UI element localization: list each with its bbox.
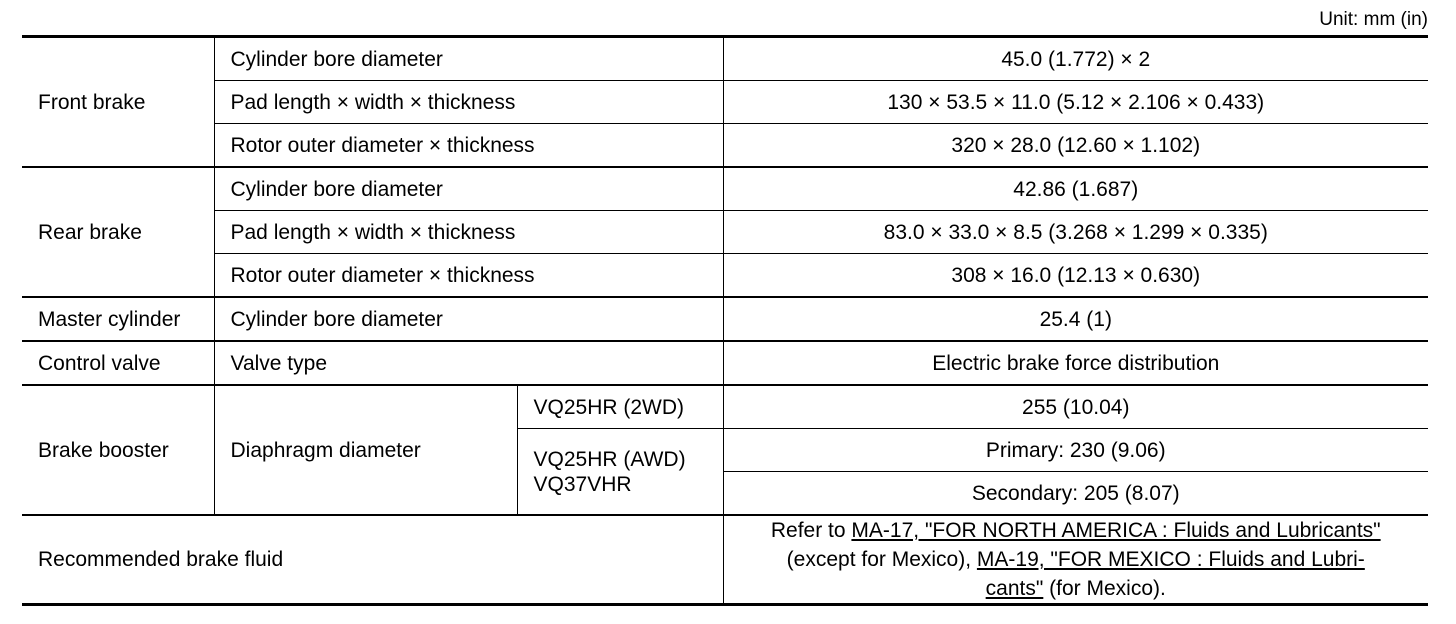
diaphragm-secondary-value: Secondary: 205 (8.07) [723, 472, 1428, 516]
diaphragm-2wd-value: 255 (10.04) [723, 385, 1428, 429]
table-row [22, 124, 1428, 168]
master-bore-value: 25.4 (1) [723, 297, 1428, 341]
rear-bore-label: Cylinder bore diameter [214, 167, 723, 211]
front-pad-value: 130 × 53.5 × 11.0 (5.12 × 2.106 × 0.433) [723, 81, 1428, 124]
group-front-brake: Front brake [22, 37, 214, 168]
link-ma-17[interactable]: MA-17, "FOR NORTH AMERICA : Fluids and Lubricants" [851, 519, 1381, 542]
engine-2wd: VQ25HR (2WD) [517, 385, 723, 429]
group-master-cylinder: Master cylinder [22, 297, 214, 341]
table-row [22, 385, 1428, 429]
table-row [22, 297, 1428, 341]
group-brake-booster: Brake booster [22, 385, 214, 515]
table-row [22, 341, 1428, 385]
group-brake-fluid: Recommended brake fluid [22, 515, 723, 605]
valve-type-label: Valve type [214, 341, 723, 385]
valve-type-value: Electric brake force distribution [723, 341, 1428, 385]
table-row [22, 254, 1428, 298]
table-row [22, 81, 1428, 124]
table-row [22, 167, 1428, 211]
brake-specifications-table [22, 35, 1428, 606]
engine-awd [517, 429, 723, 516]
rear-bore-value: 42.86 (1.687) [723, 167, 1428, 211]
front-bore-label: Cylinder bore diameter [214, 37, 723, 81]
link-ma-19-continued[interactable]: cants" [985, 577, 1044, 600]
rear-pad-label: Pad length × width × thickness [214, 211, 723, 254]
group-control-valve: Control valve [22, 341, 214, 385]
engine-awd-line-1: VQ25HR (AWD) [533, 447, 686, 471]
fluid-text-1: Refer to [770, 519, 852, 542]
fluid-text-3: (for Mexico). [1043, 577, 1166, 600]
table-row [22, 37, 1428, 81]
table-row [22, 515, 1428, 605]
table-row [22, 211, 1428, 254]
rear-pad-value: 83.0 × 33.0 × 8.5 (3.268 × 1.299 × 0.335) [723, 211, 1428, 254]
unit-label: Unit: mm (in) [1319, 9, 1428, 30]
diaphragm-primary-value: Primary: 230 (9.06) [723, 429, 1428, 472]
front-rotor-label: Rotor outer diameter × thickness [214, 124, 723, 168]
front-bore-value: 45.0 (1.772) × 2 [723, 37, 1428, 81]
master-bore-label: Cylinder bore diameter [214, 297, 723, 341]
group-rear-brake: Rear brake [22, 167, 214, 297]
link-ma-19[interactable]: MA-19, "FOR MEXICO : Fluids and Lubri- [976, 548, 1365, 571]
rear-rotor-value: 308 × 16.0 (12.13 × 0.630) [723, 254, 1428, 298]
diaphragm-label: Diaphragm diameter [214, 385, 517, 515]
engine-awd-line-2: VQ37VHR [533, 472, 632, 496]
front-pad-label: Pad length × width × thickness [214, 81, 723, 124]
rear-rotor-label: Rotor outer diameter × thickness [214, 254, 723, 298]
fluid-text-2: (except for Mexico), [786, 548, 977, 571]
brake-fluid-reference [723, 515, 1428, 605]
front-rotor-value: 320 × 28.0 (12.60 × 1.102) [723, 124, 1428, 168]
